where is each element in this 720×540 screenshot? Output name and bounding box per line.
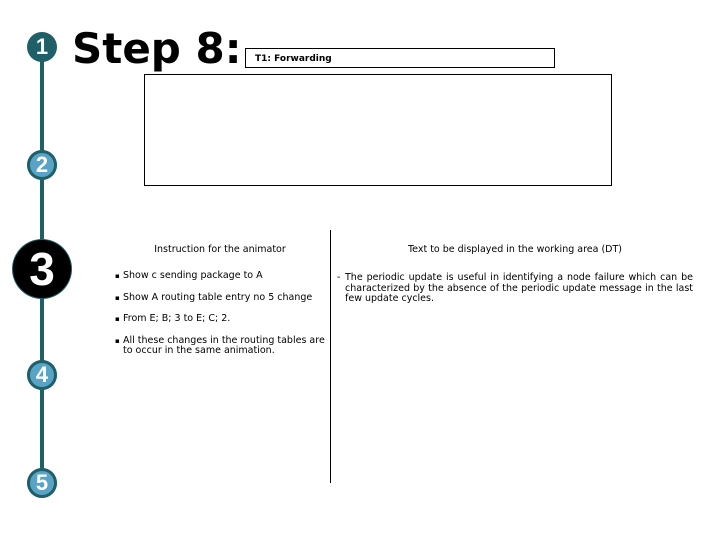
step-5-marker[interactable] — [27, 468, 57, 498]
dt-column-header: Text to be displayed in the working area (DT) — [407, 244, 623, 255]
section-label: T1: Forwarding — [245, 48, 555, 68]
dt-text: The periodic update is useful in identifying a node failure which can be characterized by the absence of the periodic update message in the last few update cycles. — [345, 272, 693, 304]
step-2-marker[interactable] — [27, 150, 57, 180]
animation-area — [144, 74, 612, 186]
instruction-item: ▪ Show A routing table entry no 5 change — [115, 293, 325, 304]
step-3-number: 3 — [29, 243, 55, 295]
animator-column-header: Instruction for the animator — [154, 244, 286, 255]
step-4-number: 4 — [35, 362, 49, 387]
step-2-number: 2 — [35, 152, 49, 177]
instruction-item: ▪ All these changes in the routing tables are to occur in the same animation. — [115, 336, 325, 357]
column-divider — [330, 230, 331, 483]
step-4-marker[interactable] — [27, 360, 57, 390]
instruction-item: ▪ Show c sending package to A — [115, 271, 325, 282]
step-1-number: 1 — [35, 34, 49, 59]
step-3-marker[interactable] — [13, 240, 71, 298]
instruction-item: ▪ From E; B; 3 to E; C; 2. — [115, 314, 325, 325]
step-1-marker[interactable] — [27, 32, 57, 62]
page-title: Step 8: — [72, 24, 242, 73]
dt-bullet-marker: - — [337, 272, 341, 283]
animator-instructions — [115, 271, 325, 368]
step-5-number: 5 — [35, 470, 49, 495]
